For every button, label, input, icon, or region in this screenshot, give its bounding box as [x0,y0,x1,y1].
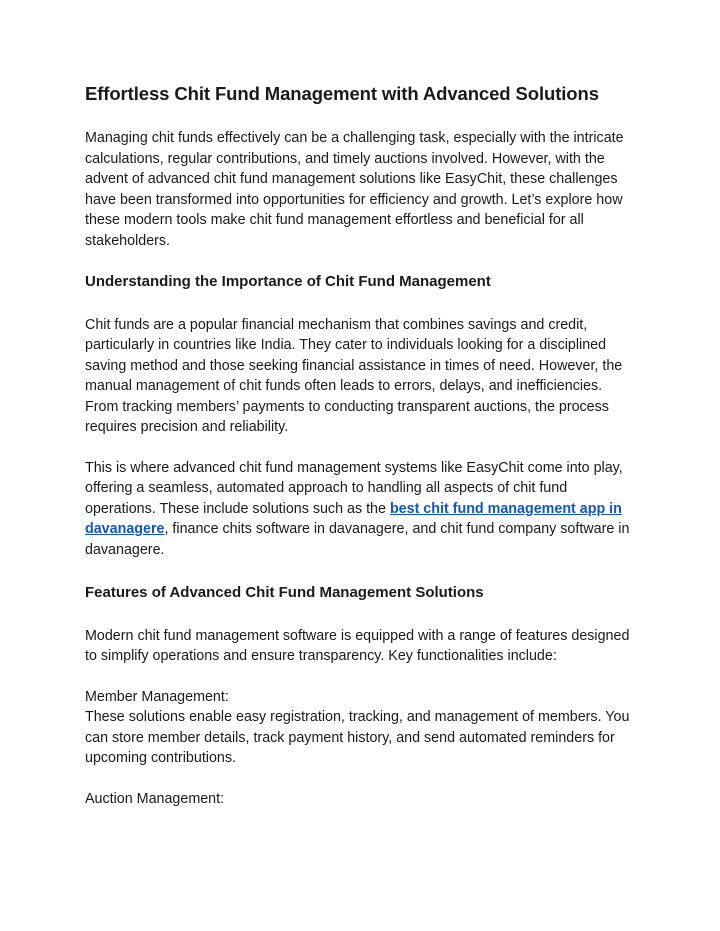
best-chit-fund-app-link[interactable]: best chit fund management app in davanagere [85,500,622,538]
feature-2-label: Auction Management: [85,790,225,807]
features-paragraph-1: Modern chit fund management software is equipped with a range of features designed to simplify operations and ensure transparency. Key functionalities include: [85,627,630,665]
paragraph-text-after-link: , finance chits software in davanagere, and chit fund company software in davanagere. [85,521,630,558]
feature-member-management [85,687,630,769]
paragraph-text-before-link: This is where advanced chit fund management systems like EasyChit come into play, offering a seamless, automated approach to handling all aspects of chit fund operations. These include solutions such as the [85,459,623,517]
document-title: Effortless Chit Fund Management with Advanced Solutions [85,83,599,104]
intro-paragraph: Managing chit funds effectively can be a challenging task, especially with the intricate calculations, regular contributions, and timely auctions involved. However, with the advent of advanced chit fund management solutions like EasyChit, these challenges have been transformed into opportunities for efficiency and growth. Let’s explore how these modern tools make chit fund management effortless and beneficial for all stakeholders. [85,130,624,249]
section-heading-importance: Understanding the Importance of Chit Fund Management [85,273,491,291]
section-heading-features: Features of Advanced Chit Fund Management Solutions [85,584,484,602]
feature-1-label: Member Management: [85,688,229,705]
importance-paragraph-2 [85,458,630,561]
feature-auction-management [85,789,630,810]
feature-1-text: These solutions enable easy registration, tracking, and management of members. You can store member details, track payment history, and send automated reminders for upcoming contributions. [85,709,630,767]
importance-paragraph-1: Chit funds are a popular financial mechanism that combines savings and credit, particularly in countries like India. They cater to individuals looking for a disciplined saving method and those seeking financial assistance in times of need. However, the manual management of chit funds often leads to errors, delays, and inefficiencies. From tracking members’ payments to conducting transparent auctions, the process requires precision and reliability. [85,316,623,436]
document-page [85,82,630,809]
